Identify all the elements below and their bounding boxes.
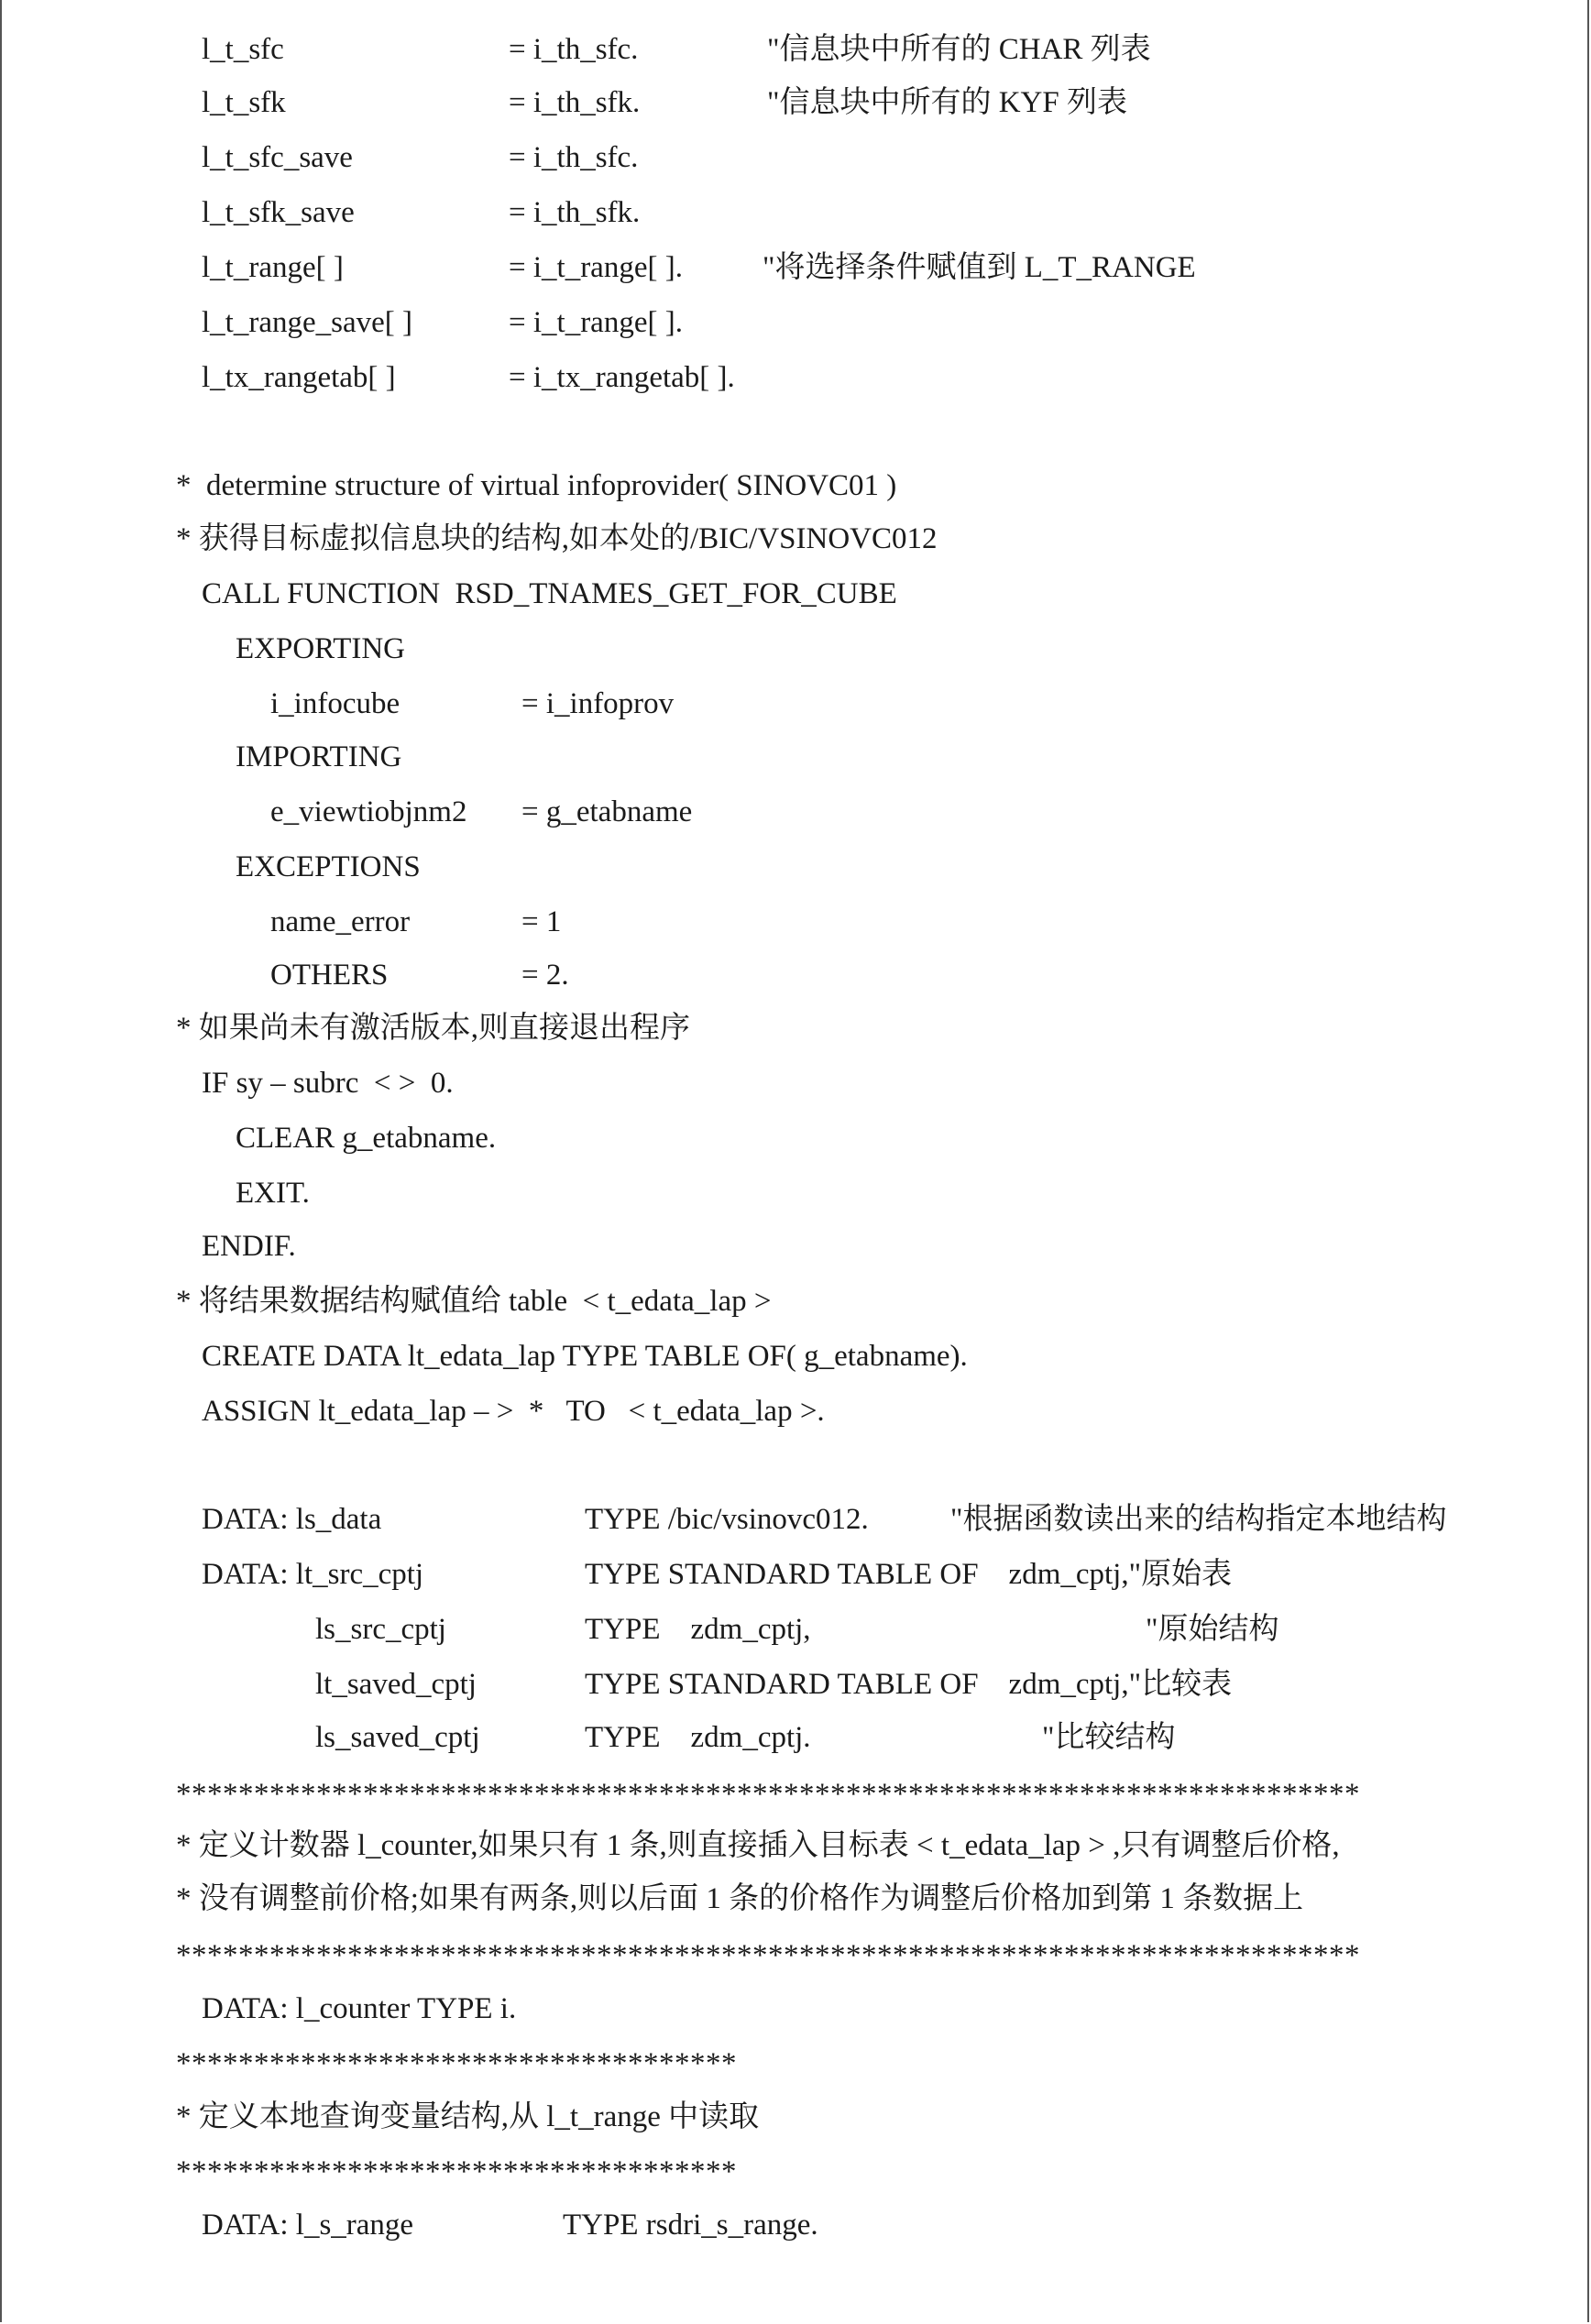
code-line: name_error	[270, 905, 411, 938]
code-line: l_t_sfk_save	[202, 196, 355, 229]
code-line: l_t_sfc_save	[202, 141, 353, 174]
code-line: DATA: l_counter TYPE i.	[202, 1992, 517, 2025]
code-line: EXPORTING	[236, 632, 406, 665]
code-comment: * determine structure of virtual infoprovider( SINOVC01 )	[176, 469, 897, 502]
code-line: EXIT.	[236, 1177, 310, 1210]
code-line: l_t_range_save[ ]	[202, 306, 412, 339]
code-line: e_viewtiobjnm2	[270, 795, 467, 828]
code-line: DATA: ls_data	[202, 1503, 382, 1536]
code-line: CLEAR g_etabname.	[236, 1122, 497, 1155]
comment-divider: ************************************	[176, 2155, 737, 2188]
code-line: l_t_sfk	[202, 86, 286, 119]
code-comment: "将选择条件赋值到 L_T_RANGE	[763, 251, 1196, 284]
code-line: ENDIF.	[202, 1230, 296, 1263]
code-line: CALL FUNCTION RSD_TNAMES_GET_FOR_CUBE	[202, 577, 897, 610]
comment-divider: ****************************************************************************	[176, 1778, 1360, 1811]
code-line: TYPE /bic/vsinovc012.	[585, 1503, 869, 1536]
code-comment: * 没有调整前价格;如果有两条,则以后面 1 条的价格作为调整后价格加到第 1 条数据上	[176, 1882, 1304, 1915]
code-comment: "原始结构	[1146, 1613, 1279, 1646]
code-comment: * 如果尚未有激活版本,则直接退出程序	[176, 1012, 690, 1045]
code-line: = i_t_range[ ].	[509, 306, 683, 339]
code-comment: "比较结构	[1042, 1721, 1176, 1754]
code-line: OTHERS	[270, 959, 389, 992]
code-line: TYPE zdm_cptj.	[585, 1721, 811, 1754]
code-line: l_t_sfc	[202, 33, 284, 66]
code-line: TYPE STANDARD TABLE OF zdm_cptj,"原始表	[585, 1558, 1233, 1591]
code-line: = i_t_range[ ].	[509, 251, 683, 284]
code-line: ASSIGN lt_edata_lap – > * TO < t_edata_lap >.	[202, 1395, 825, 1428]
code-line: = 2.	[521, 959, 569, 992]
code-line: lt_saved_cptj	[315, 1668, 477, 1701]
code-line: l_tx_rangetab[ ]	[202, 361, 396, 394]
code-line: = g_etabname	[521, 795, 693, 828]
code-comment: * 定义计数器 l_counter,如果只有 1 条,则直接插入目标表 < t_edata_lap > ,只有调整后价格,	[176, 1829, 1340, 1862]
code-line: TYPE STANDARD TABLE OF zdm_cptj,"比较表	[585, 1668, 1233, 1701]
code-line: IMPORTING	[236, 740, 402, 773]
code-line: EXCEPTIONS	[236, 850, 421, 883]
comment-divider: ****************************************************************************	[176, 1939, 1360, 1972]
code-comment: "根据函数读出来的结构指定本地结构	[950, 1503, 1447, 1536]
code-comment: * 将结果数据结构赋值给 table < t_edata_lap >	[176, 1285, 772, 1318]
code-line: = i_th_sfc.	[509, 33, 639, 66]
code-comment: "信息块中所有的 CHAR 列表	[767, 33, 1151, 66]
code-line: l_t_range[ ]	[202, 251, 344, 284]
code-comment: * 定义本地查询变量结构,从 l_t_range 中读取	[176, 2100, 760, 2133]
code-line: = i_tx_rangetab[ ].	[509, 361, 735, 394]
code-line: TYPE rsdri_s_range.	[563, 2209, 818, 2242]
code-line: DATA: l_s_range	[202, 2209, 414, 2242]
code-line: ls_src_cptj	[315, 1613, 446, 1646]
code-line: = 1	[521, 905, 562, 938]
code-line: i_infocube	[270, 687, 400, 720]
code-line: = i_infoprov	[521, 687, 675, 720]
code-comment: * 获得目标虚拟信息块的结构,如本处的/BIC/VSINOVC012	[176, 522, 938, 555]
code-line: TYPE zdm_cptj,	[585, 1613, 811, 1646]
code-line: = i_th_sfk.	[509, 86, 641, 119]
code-line: IF sy – subrc < > 0.	[202, 1067, 454, 1100]
code-line: ls_saved_cptj	[315, 1721, 480, 1754]
code-comment: "信息块中所有的 KYF 列表	[767, 86, 1127, 119]
code-line: DATA: lt_src_cptj	[202, 1558, 424, 1591]
code-line: CREATE DATA lt_edata_lap TYPE TABLE OF( g_etabname).	[202, 1340, 968, 1373]
code-line: = i_th_sfc.	[509, 141, 639, 174]
code-line: = i_th_sfk.	[509, 196, 641, 229]
comment-divider: ************************************	[176, 2047, 737, 2080]
